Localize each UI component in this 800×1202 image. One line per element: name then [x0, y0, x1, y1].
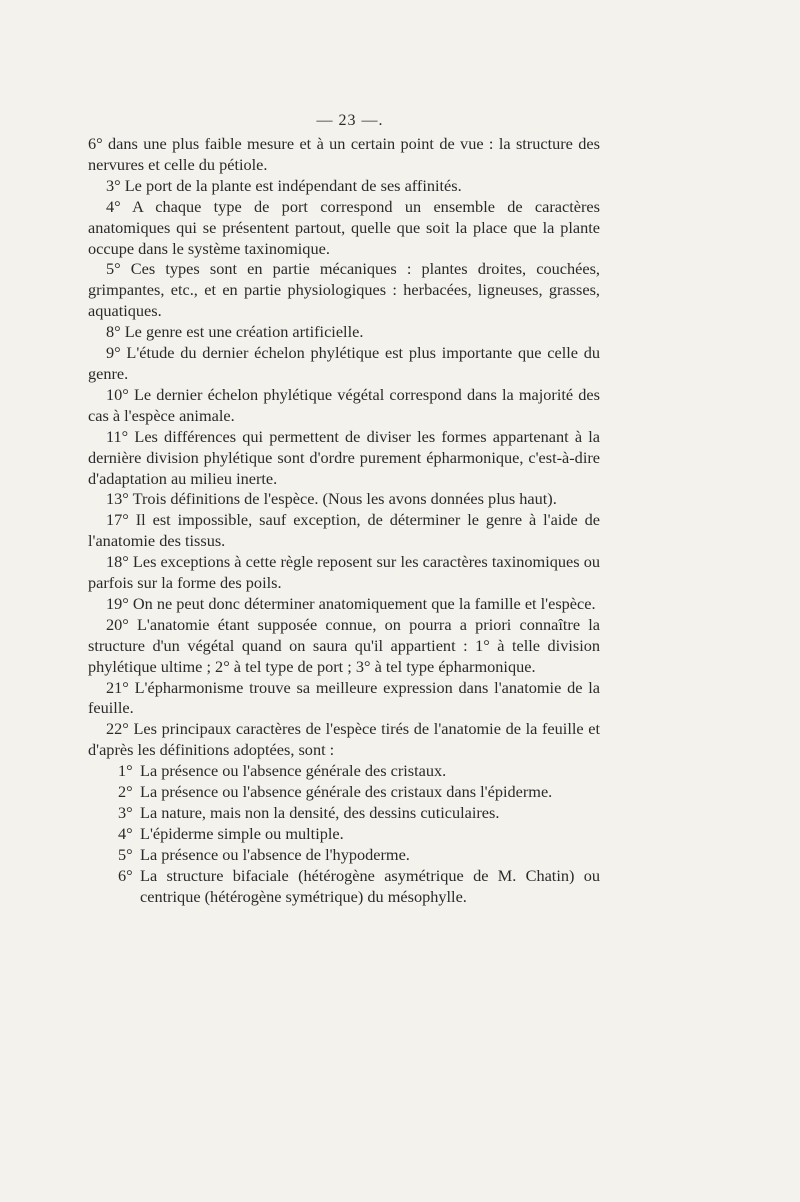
paragraph: 10° Le dernier échelon phylétique végétal correspond dans la majorité des cas à l'espèce animale. — [88, 384, 600, 425]
paragraph: 6° dans une plus faible mesure et à un certain point de vue : la structure des nervures et celle du pétiole. — [88, 134, 600, 174]
paragraph: 8° Le genre est une création artificielle. — [106, 322, 364, 342]
list-item-text: L'épiderme simple ou multiple. — [140, 823, 344, 843]
list-item-number: 5° — [118, 844, 133, 864]
list-item — [118, 866, 600, 908]
paragraph: 20° L'anatomie étant supposée connue, on pourra a priori connaître la structure d'un végétal quand on saura qu'il appartient : 1° à telle division phylétique ultime ; 2° à tel type de port ; 3° à tel type épharmonique. — [88, 614, 600, 676]
list-item-text: La présence ou l'absence de l'hypoderme. — [140, 844, 410, 864]
list-item — [118, 845, 600, 866]
paragraph: 4° A chaque type de port correspond un ensemble de caractères anatomiques qui se présentent partout, quelle que soit la place que la plante occupe dans le système taxinomique. — [88, 196, 600, 258]
paragraph: 3° Le port de la plante est indépendant de ses affinités. — [106, 175, 462, 195]
paragraph: 22° Les principaux caractères de l'espèce tirés de l'anatomie de la feuille et d'après les définitions adoptées, sont : — [88, 719, 600, 760]
paragraph: 17° Il est impossible, sauf exception, de déterminer le genre à l'aide de l'anatomie des tissus. — [88, 510, 600, 551]
list-item — [118, 761, 600, 782]
list-item-text: La présence ou l'absence générale des cristaux dans l'épiderme. — [140, 782, 553, 802]
list-item-number: 1° — [118, 761, 133, 781]
body-text — [88, 134, 600, 908]
paragraph: 5° Ces types sont en partie mécaniques : plantes droites, couchées, grimpantes, etc., et en partie physiologiques : herbacées, ligneuses, grasses, aquatiques. — [88, 259, 600, 321]
paragraph: 19° On ne peut donc déterminer anatomiquement que la famille et l'espèce. — [106, 593, 596, 613]
page-number: — 23 —. — [316, 112, 384, 129]
list-item-text: La nature, mais non la densité, des dessins cuticulaires. — [140, 803, 500, 822]
list-item-number: 3° — [118, 803, 133, 822]
list-item-number: 2° — [118, 782, 133, 802]
list-item-text: La structure bifaciale (hétérogène asymétrique de M. Chatin) ou centrique (hétérogène symétrique) du mésophylle. — [140, 865, 600, 906]
list-item-number: 6° — [118, 865, 133, 885]
paragraph: 21° L'épharmonisme trouve sa meilleure expression dans l'anatomie de la feuille. — [88, 677, 600, 718]
paragraph: 18° Les exceptions à cette règle reposent sur les caractères taxinomiques ou parfois sur la forme des poils. — [88, 552, 600, 593]
list-item — [118, 824, 600, 845]
list-item — [118, 782, 600, 803]
paragraph: 13° Trois définitions de l'espèce. (Nous les avons données plus haut). — [106, 489, 557, 509]
paragraph: 11° Les différences qui permettent de diviser les formes appartenant à la dernière division phylétique sont d'ordre purement épharmonique, c'est-à-dire d'adaptation au milieu inerte. — [88, 426, 600, 488]
paragraph: 9° L'étude du dernier échelon phylétique est plus importante que celle du genre. — [88, 343, 600, 383]
list-item — [118, 803, 600, 824]
list-item-text: La présence ou l'absence générale des cristaux. — [140, 761, 447, 781]
list-item-number: 4° — [118, 823, 133, 843]
